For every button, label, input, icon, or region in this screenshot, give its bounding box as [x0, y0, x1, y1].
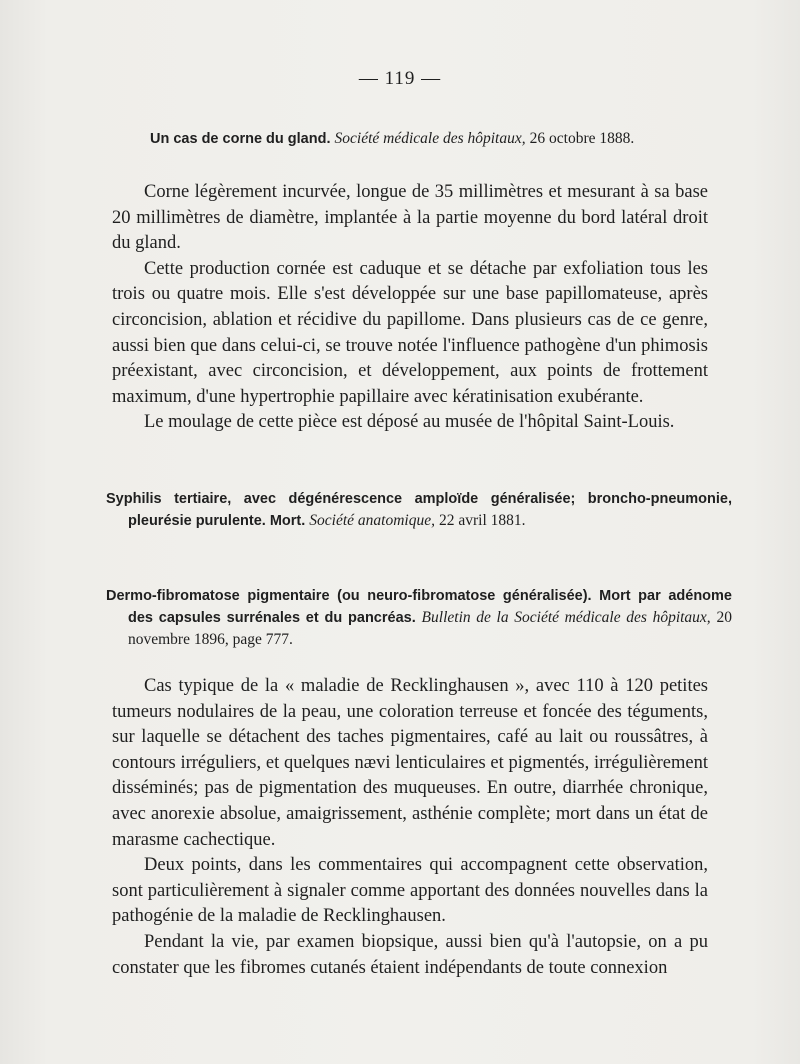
reference-syphilis-tertiaire [106, 488, 732, 532]
paragraph: Cette production cornée est caduque et se détache par exfoliation tous les trois ou quatre mois. Elle s'est développée sur une base papillomateuse, après circoncision, ablation et récidive du papillome. Dans plusieurs cas de ce genre, aussi bien que dans celui-ci, se trouve notée l'influence pathogène d'un phimosis préexistant, avec circoncision, et développement, aux points de frottement maximum, d'une hypertrophie papillaire avec kératinisation exubérante. [112, 258, 708, 407]
reference-source: Société anatomique, [309, 512, 435, 529]
paragraph: Pendant la vie, par examen biopsique, aussi bien qu'à l'autopsie, on a pu constater que les fibromes cutanés étaient indépendants de toute connexion [112, 931, 708, 978]
paragraph: Cas typique de la « maladie de Recklinghausen », avec 110 à 120 petites tumeurs nodulaires de la peau, une coloration terreuse et foncée des téguments, sur laquelle se détachent des taches pigmentaires, café au lait ou roussâtres, à contours irréguliers, et quelques nævi lenticulaires et pigmentés, irrégulièrement disséminés; pas de pigmentation des muqueuses. En outre, diarrhée chronique, avec anorexie absolue, amaigrissement, asthénie complète; mort dans un état de marasme cachectique. [112, 676, 708, 850]
reference-corne-du-gland [150, 128, 710, 150]
reference-dermo-fibromatose [106, 585, 732, 651]
reference-title: Dermo-fibromatose pigmentaire (ou neuro-fibromatose généralisée). Mort par adénome des capsules surrénales et du pancréas. [106, 588, 732, 626]
reference-date: 26 octobre 1888. [529, 130, 635, 147]
reference-source: Société médicale des hôpitaux, [334, 130, 526, 147]
page-number: — 119 — [358, 68, 442, 89]
paragraph: Corne légèrement incurvée, longue de 35 millimètres et mesurant à sa base 20 millimètres de diamètre, implantée à la partie moyenne du bord latéral droit du gland. [112, 182, 708, 254]
reference-title: Un cas de corne du gland. [150, 131, 331, 147]
reference-date: 22 avril 1881. [439, 512, 526, 529]
reference-date: 20 novembre 1896, page 777. [128, 609, 732, 648]
section-corne-du-gland [112, 180, 708, 436]
paragraph: Le moulage de cette pièce est déposé au musée de l'hôpital Saint-Louis. [144, 412, 675, 433]
reference-source: Bulletin de la Société médicale des hôpitaux, [421, 609, 711, 626]
reference-title: Syphilis tertiaire, avec dégénérescence amploïde généralisée; broncho-pneumonie, pleurésie purulente. Mort. [106, 491, 732, 529]
paragraph: Deux points, dans les commentaires qui accompagnent cette observation, sont particulièrement à signaler comme apportant des données nouvelles dans la pathogénie de la maladie de Recklinghausen. [112, 855, 708, 927]
section-recklinghausen [112, 674, 708, 981]
